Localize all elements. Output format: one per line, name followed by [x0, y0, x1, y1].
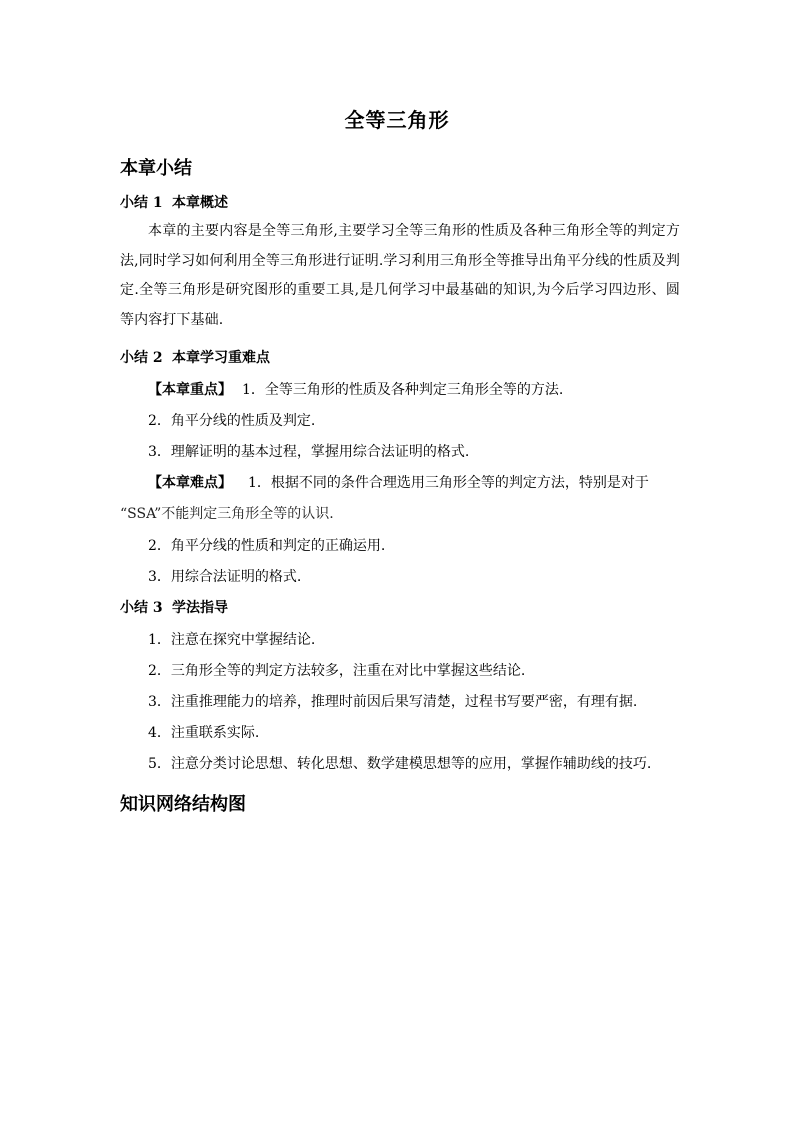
section-3-title: 学法指导 — [172, 600, 228, 616]
section-1-heading — [120, 192, 228, 212]
method-item: 5．注意分类讨论思想、转化思想、数学建模思想等的应用，掌握作辅助线的技巧. — [148, 756, 652, 772]
section-1-paragraph: 本章的主要内容是全等三角形,主要学习全等三角形的性质及各种三角形全等的判定方法,同时学习如何利用全等三角形进行证明.学习利用三角形全等推导出角平分线的性质及判定.全等三角形是研究图形的重要工具,是几何学习中最基础的知识,为今后学习四边形、圆等内容打下基础. — [120, 223, 680, 328]
difficult-point-item-continued: “SSA”不能判定三角形全等的认识. — [120, 506, 334, 522]
section-1-title: 本章概述 — [172, 195, 228, 211]
key-point-item: 3．理解证明的基本过程，掌握用综合法证明的格式. — [148, 444, 470, 460]
key-points-label: 【本章重点】 — [148, 382, 232, 398]
section-2-number: 小结 2 — [120, 350, 163, 366]
section-2-heading — [120, 347, 270, 367]
knowledge-network-heading: 知识网络结构图 — [120, 794, 246, 815]
method-item: 3．注重推理能力的培养，推理时前因后果写清楚，过程书写要严密，有理有据. — [148, 694, 638, 710]
section-3-number: 小结 3 — [120, 600, 163, 616]
difficult-point-item: 3．用综合法证明的格式. — [148, 569, 302, 585]
chapter-summary-heading: 本章小结 — [120, 158, 192, 179]
section-3-heading — [120, 597, 228, 617]
key-point-item: 2．角平分线的性质及判定. — [148, 413, 316, 429]
difficult-points-label: 【本章难点】 — [148, 475, 232, 491]
section-1-number: 小结 1 — [120, 195, 163, 211]
section-2-title: 本章学习重难点 — [172, 350, 270, 366]
key-point-item: 1．全等三角形的性质及各种判定三角形全等的方法. — [242, 382, 564, 398]
method-item: 2．三角形全等的判定方法较多，注重在对比中掌握这些结论. — [148, 663, 526, 679]
page-title: 全等三角形 — [344, 108, 450, 132]
difficult-points-line — [148, 472, 649, 492]
method-item: 1．注意在探究中掌握结论. — [148, 632, 316, 648]
key-points-line — [148, 379, 563, 399]
difficult-point-item: 2．角平分线的性质和判定的正确运用. — [148, 538, 386, 554]
method-item: 4．注重联系实际. — [148, 725, 260, 741]
difficult-point-item: 1．根据不同的条件合理选用三角形全等的判定方法，特别是对于 — [248, 475, 649, 491]
